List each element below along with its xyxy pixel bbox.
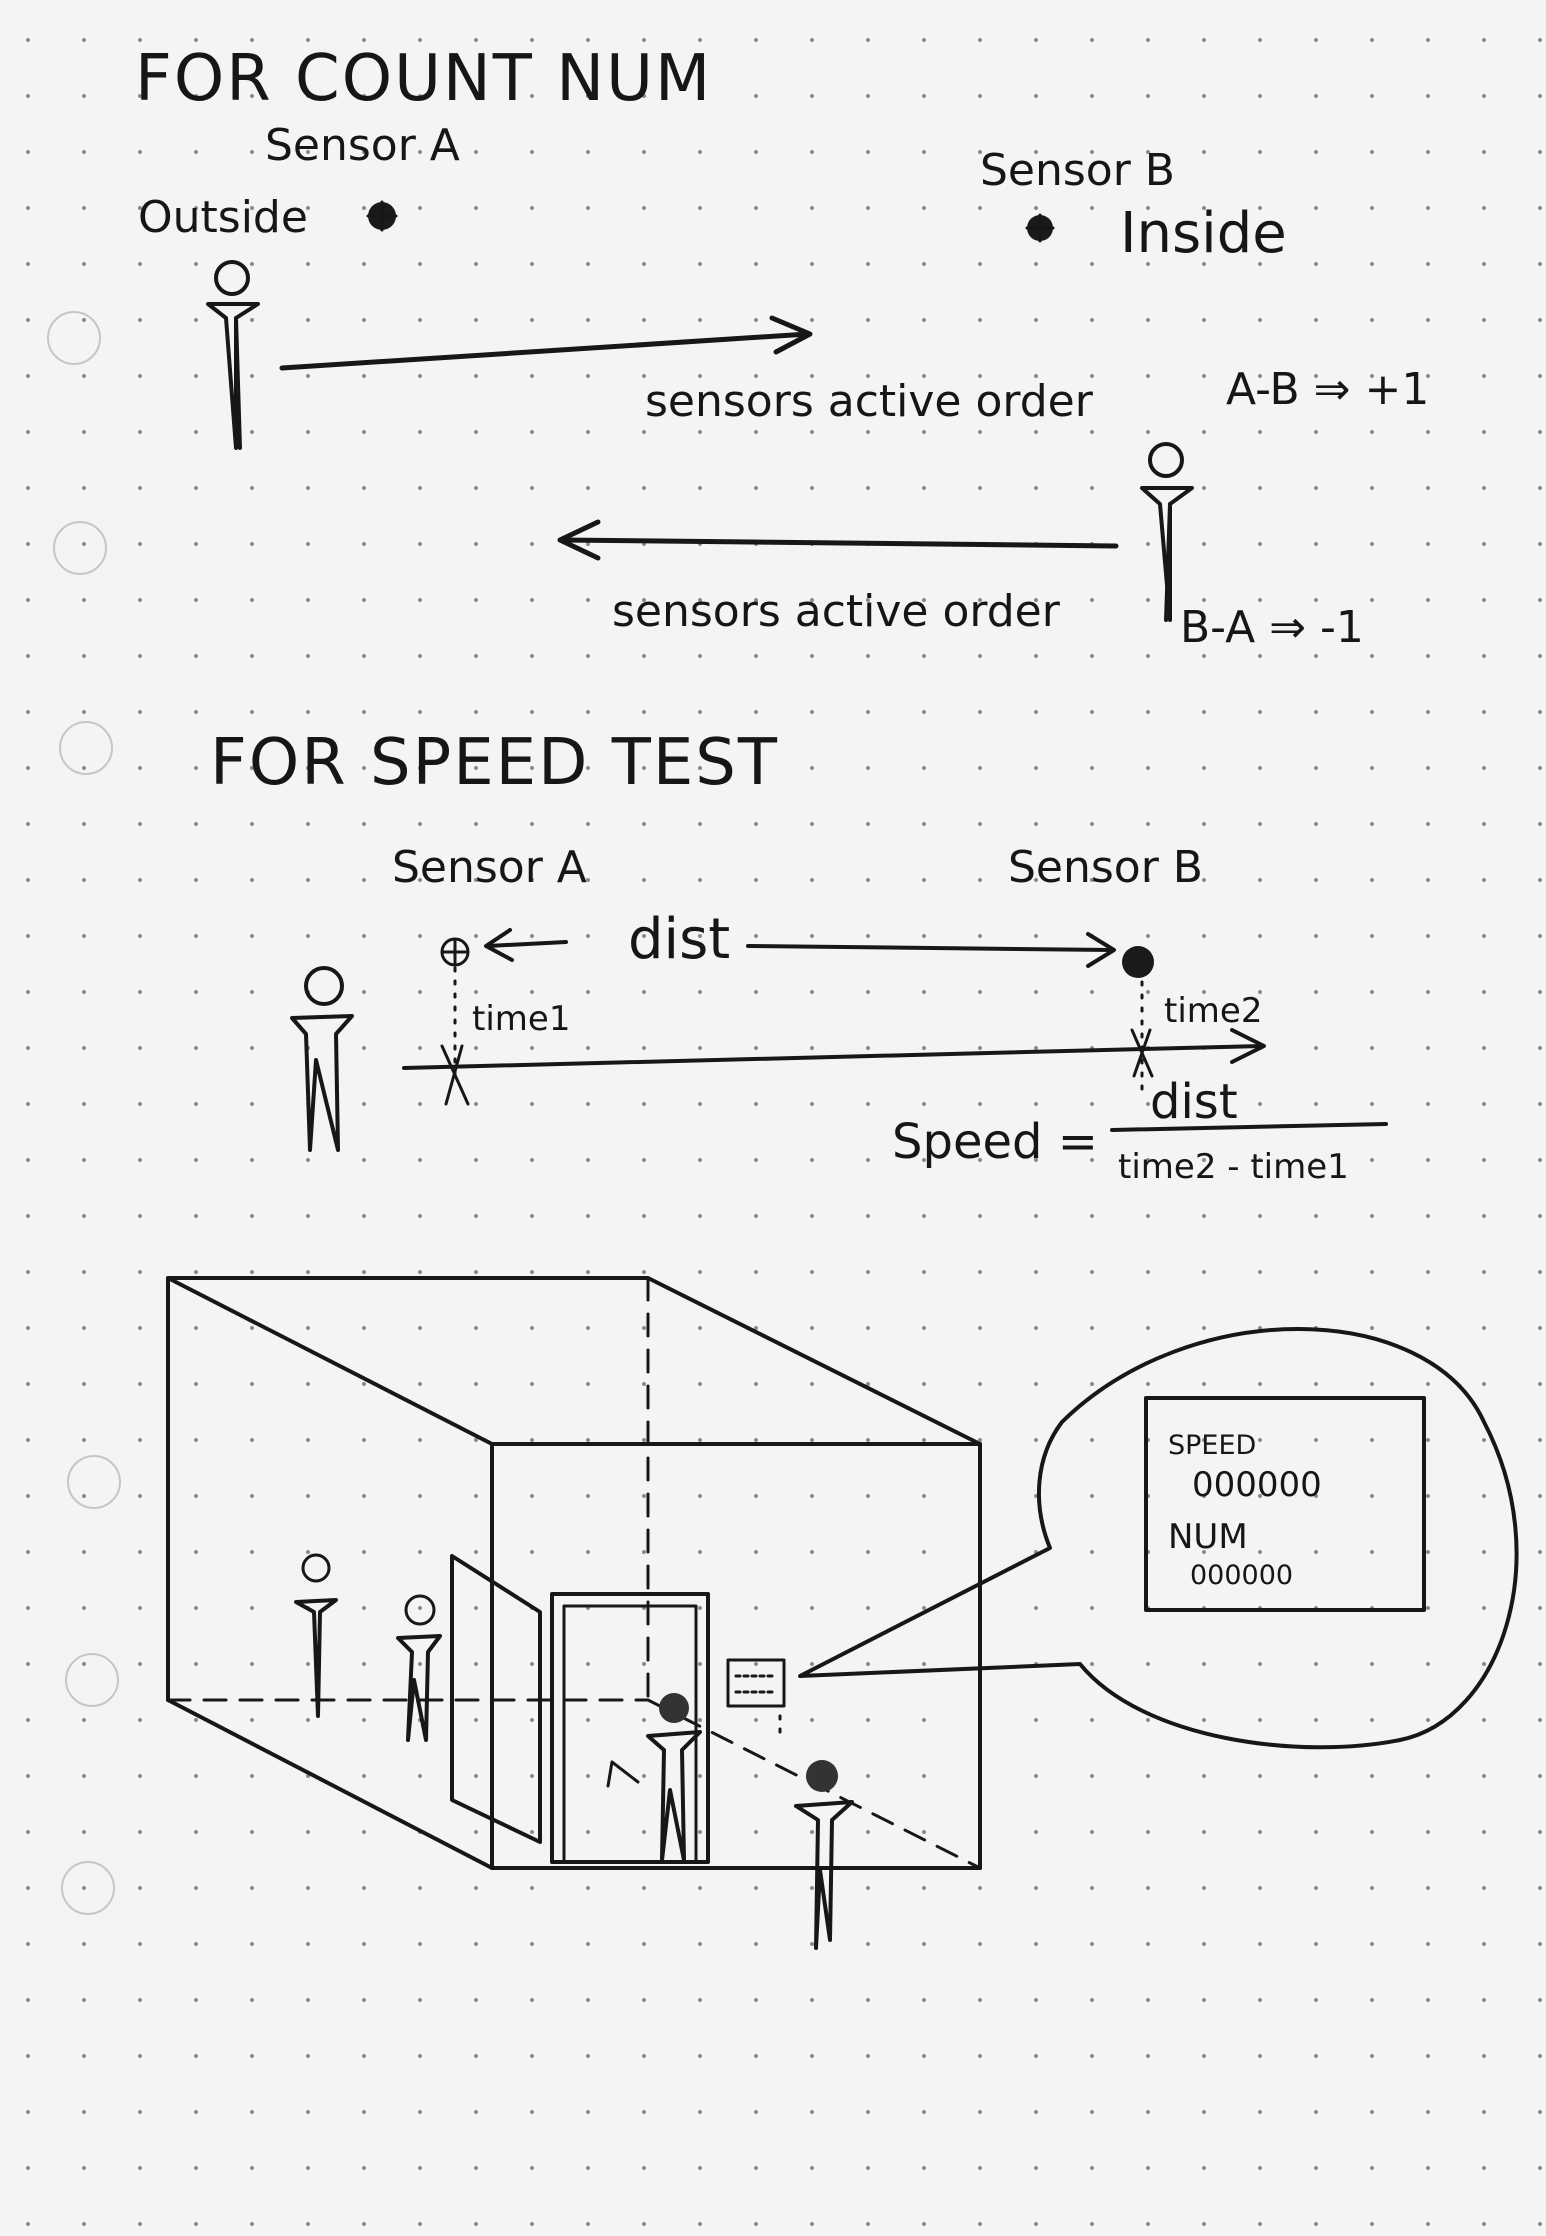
room-person-outside-icon [796,1760,852,1948]
speed-section [210,726,1386,1187]
display-speed-label: SPEED [1168,1430,1257,1461]
speed-person-icon [292,968,352,1150]
speed-sensor-b-icon [1122,946,1154,978]
sensor-b-icon [1027,215,1053,241]
outside-label: Outside [138,192,308,243]
binder-holes [48,312,120,1914]
person-entering-icon [208,262,258,448]
speed-formula-numerator: dist [1150,1074,1238,1130]
speed-sensor-b-label: Sensor B [1008,842,1203,893]
speed-sensor-a-label: Sensor A [392,842,587,893]
display-num-label: NUM [1168,1517,1248,1557]
dist-label: dist [628,907,731,972]
sensor-b-label: Sensor B [980,145,1175,196]
speed-formula-denominator: time2 - time1 [1118,1147,1349,1187]
room-box [168,1278,980,1868]
exit-direction-arrow [560,522,1116,558]
enter-caption: sensors active order [645,376,1093,427]
display-speed-value: 000000 [1192,1465,1322,1505]
speed-sensor-a-icon [442,939,468,965]
exit-caption: sensors active order [612,586,1060,637]
walking-path-arrow [404,1030,1264,1104]
sensor-a-icon [368,202,396,230]
count-section-title: FOR COUNT NUM [135,42,713,116]
person-exiting-icon [1142,444,1192,620]
enter-rule: A-B ⇒ +1 [1226,364,1430,415]
count-section [135,42,1429,653]
time1-label: time1 [472,999,571,1039]
display-num-value: 000000 [1190,1560,1294,1591]
inside-label: Inside [1120,201,1287,266]
distance-arrow [486,930,1114,966]
sensor-a-label: Sensor A [265,120,460,171]
speed-section-title: FOR SPEED TEST [210,726,779,800]
counter-device-icon [728,1660,784,1706]
time2-label: time2 [1164,991,1263,1031]
exit-rule: B-A ⇒ -1 [1180,602,1364,653]
display-panel [1146,1398,1424,1610]
room-illustration [168,1278,1517,1948]
room-person-far-icon [296,1555,336,1716]
display-callout [800,1329,1517,1747]
enter-direction-arrow [282,318,810,368]
speed-formula-lhs: Speed = [892,1114,1098,1170]
